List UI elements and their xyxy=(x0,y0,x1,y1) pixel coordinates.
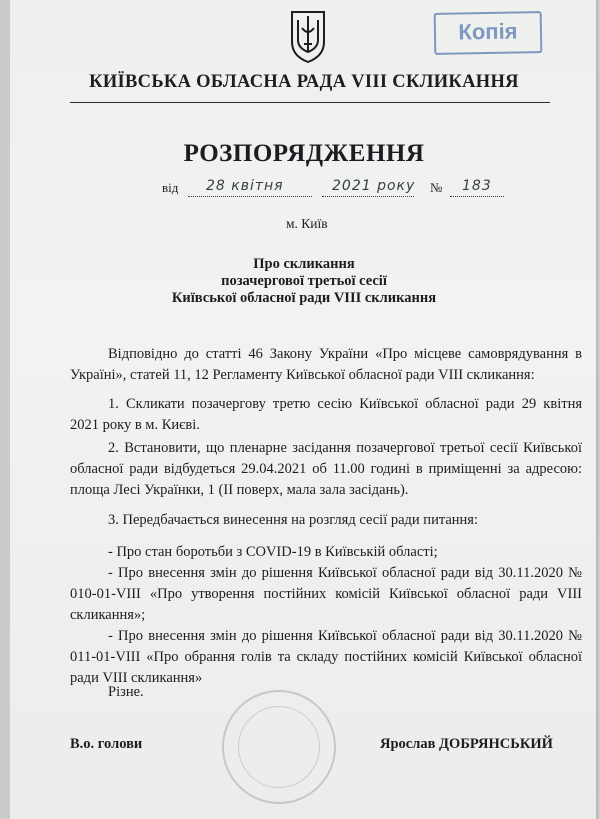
page-edge-shadow xyxy=(596,0,598,819)
item-1-paragraph: 1. Скликати позачергову третю сесію Київської обласної ради 29 квітня 2021 року в м. Києві. xyxy=(70,396,582,433)
date-prefix: від xyxy=(162,180,179,195)
signatory-position: В.о. голови xyxy=(70,736,143,752)
official-seal-mark xyxy=(222,690,336,804)
header-divider xyxy=(70,102,550,103)
handwritten-number: 183 xyxy=(462,178,492,194)
agenda-item: - Про стан боротьби з COVID-19 в Київській області; xyxy=(108,544,438,560)
subject-line-2: позачергової третьої сесії xyxy=(221,273,387,289)
document-title: РОЗПОРЯДЖЕННЯ xyxy=(183,140,425,167)
item-3-paragraph: 3. Передбачається винесення на розгляд сесії ради питання: xyxy=(108,512,478,528)
misc-item: Різне. xyxy=(108,684,144,700)
date-underline xyxy=(188,196,312,197)
agenda-list xyxy=(70,542,582,689)
handwritten-year: 2021 року xyxy=(332,178,416,194)
council-name: КИЇВСЬКА ОБЛАСНА РАДА VIII СКЛИКАННЯ xyxy=(89,72,519,92)
subject-line-3: Київської обласної ради VIII скликання xyxy=(171,290,437,306)
city: м. Київ xyxy=(286,216,328,231)
document-page xyxy=(10,0,598,819)
subject-line-1: Про скликання xyxy=(253,256,355,272)
item-2-paragraph: 2. Встановити, що пленарне засідання позачергової третьої сесії Київської обласної ради відбудеться 29.04.2021 об 11.00 годині в приміщенні за адресою: площа Лесі Українки, 1 (II поверх, мала зала засідань). xyxy=(70,440,582,498)
signatory-name: Ярослав ДОБРЯНСЬКИЙ xyxy=(380,736,553,752)
number-underline xyxy=(450,196,504,197)
agenda-item: - Про внесення змін до рішення Київської обласної ради від 30.11.2020 № 011-01-VIII «Про обрання голів та складу постійних комісій Київської обласної ради VIII скликання» xyxy=(70,628,582,686)
handwritten-date: 28 квітня xyxy=(206,178,284,194)
number-label: № xyxy=(430,180,443,195)
preamble-paragraph: Відповідно до статті 46 Закону України «Про місцеве самоврядування в Україні», статей 11, 12 Регламенту Київської обласної ради VIII скликання: xyxy=(70,346,582,383)
subject-block xyxy=(10,256,598,307)
agenda-item: - Про внесення змін до рішення Київської обласної ради від 30.11.2020 № 010-01-VIII «Про утворення постійних комісій Київської обласної ради VIII скликання»; xyxy=(70,565,582,623)
trident-coat-of-arms-icon xyxy=(288,8,328,64)
year-underline xyxy=(322,196,414,197)
copy-stamp: Копія xyxy=(434,11,543,55)
